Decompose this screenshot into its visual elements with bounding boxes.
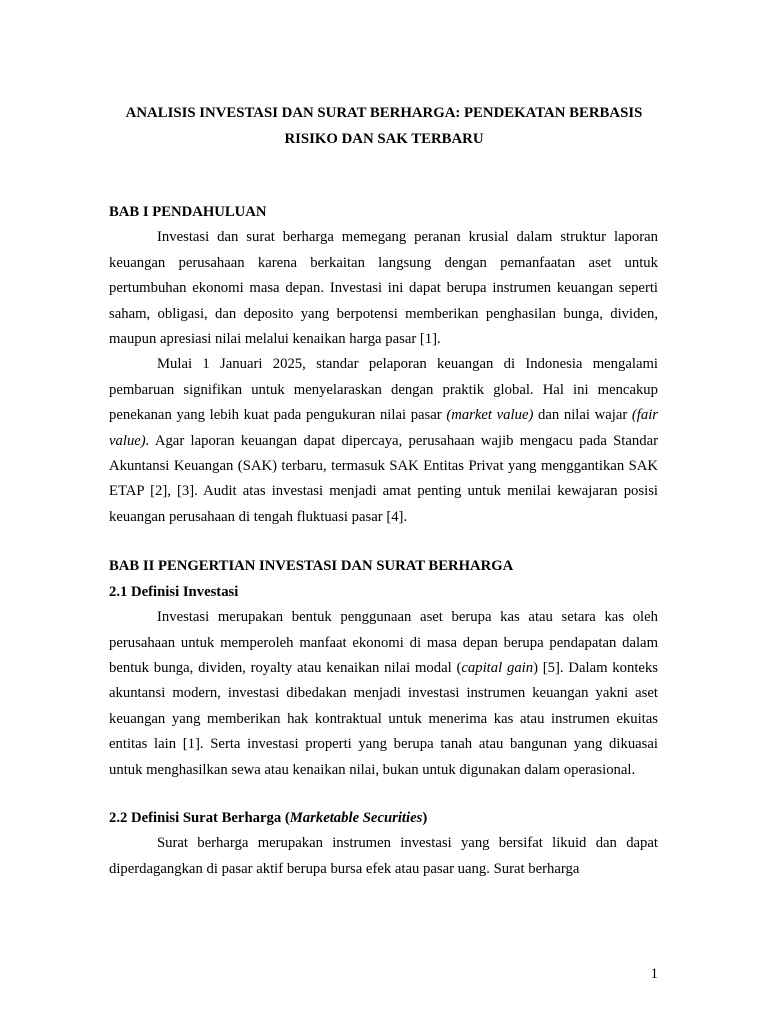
section-2-2-paragraph [109, 831, 658, 882]
capital-gain-term: capital gain [461, 659, 534, 676]
document-title-line-2: RISIKO DAN SAK TERBARU [284, 130, 484, 147]
section-2-1-heading: 2.1 Definisi Investasi [109, 583, 239, 600]
section-2-2-heading-b: ) [422, 809, 428, 826]
marketable-securities-term: Marketable Securities [289, 809, 423, 826]
bab1-paragraph-1-text: Investasi dan surat berharga memegang peranan krusial dalam struktur laporan keuangan perusahaan karena berkaitan langsung dengan pemanfaatan aset untuk pertumbuhan ekonomi masa depan. Investasi ini dapat berupa instrumen keuangan seperti saham, obligasi, dan deposito yang berpotensi memberikan penghasilan bunga, dividen, maupun apresiasi nilai melalui kenaikan harga pasar [1]. [109, 229, 658, 348]
section-2-2-text: Surat berharga merupakan instrumen investasi yang bersifat likuid dan dapat diperdagangkan di pasar aktif berupa bursa efek atau pasar uang. Surat berharga [109, 835, 658, 877]
fair-value-term: (fair value). [109, 407, 658, 449]
section-2-2-heading [109, 806, 658, 831]
section-spacer [109, 783, 658, 806]
bab1-paragraph-2-text-b: dan nilai wajar [533, 407, 632, 424]
bab1-paragraph-1 [109, 225, 658, 352]
page-number: 1 [650, 966, 658, 982]
section-2-2-heading-a: 2.2 Definisi Surat Berharga ( [109, 809, 290, 826]
section-2-1-paragraph [109, 605, 658, 783]
document-title-line-1: ANALISIS INVESTASI DAN SURAT BERHARGA: PENDEKATAN BERBASIS [125, 105, 643, 121]
section-2-1-text-a: Investasi merupakan bentuk penggunaan aset berupa kas atau setara kas oleh perusahaan untuk memperoleh manfaat ekonomi di masa depan berupa pendapatan dalam bentuk bunga, dividen, royalty atau kenaikan nilai modal ( [109, 609, 658, 676]
bab1-paragraph-2-text-a: Mulai 1 Januari 2025, standar pelaporan keuangan di Indonesia mengalami pembaruan signifikan untuk menyelaraskan dengan praktik global. Hal ini mencakup penekanan yang lebih kuat pada pengukuran nilai pasar [109, 356, 658, 424]
document-body [109, 200, 658, 882]
section-2-1-text-b: ) [5]. Dalam konteks akuntansi modern, investasi dibedakan menjadi investasi instrumen keuangan yakni aset keuangan yang memberikan hak kontraktual untuk menerima kas atau instrumen ekuitas entitas lain [1]. Serta investasi properti yang berupa tanah atau bangunan yang dikuasai untuk menghasilkan sewa atau kenaikan nilai, bukan untuk digunakan dalam operasional. [109, 659, 658, 778]
market-value-term: (market value) [446, 407, 534, 424]
bab1-paragraph-2-text-c: Agar laporan keuangan dapat dipercaya, perusahaan wajib mengacu pada Standar Akuntansi Keuangan (SAK) terbaru, termasuk SAK Entitas Privat yang menggantikan SAK ETAP [2], [3]. Audit atas investasi menjadi amat penting untuk menilai kewajaran posisi keuangan perusahaan di tengah fluktuasi pasar [4]. [109, 432, 658, 525]
bab1-heading: BAB I PENDAHULUAN [109, 204, 267, 220]
section-spacer [109, 530, 658, 554]
document-title [108, 101, 660, 152]
bab1-paragraph-2 [109, 352, 658, 530]
bab2-heading: BAB II PENGERTIAN INVESTASI DAN SURAT BERHARGA [109, 558, 514, 575]
